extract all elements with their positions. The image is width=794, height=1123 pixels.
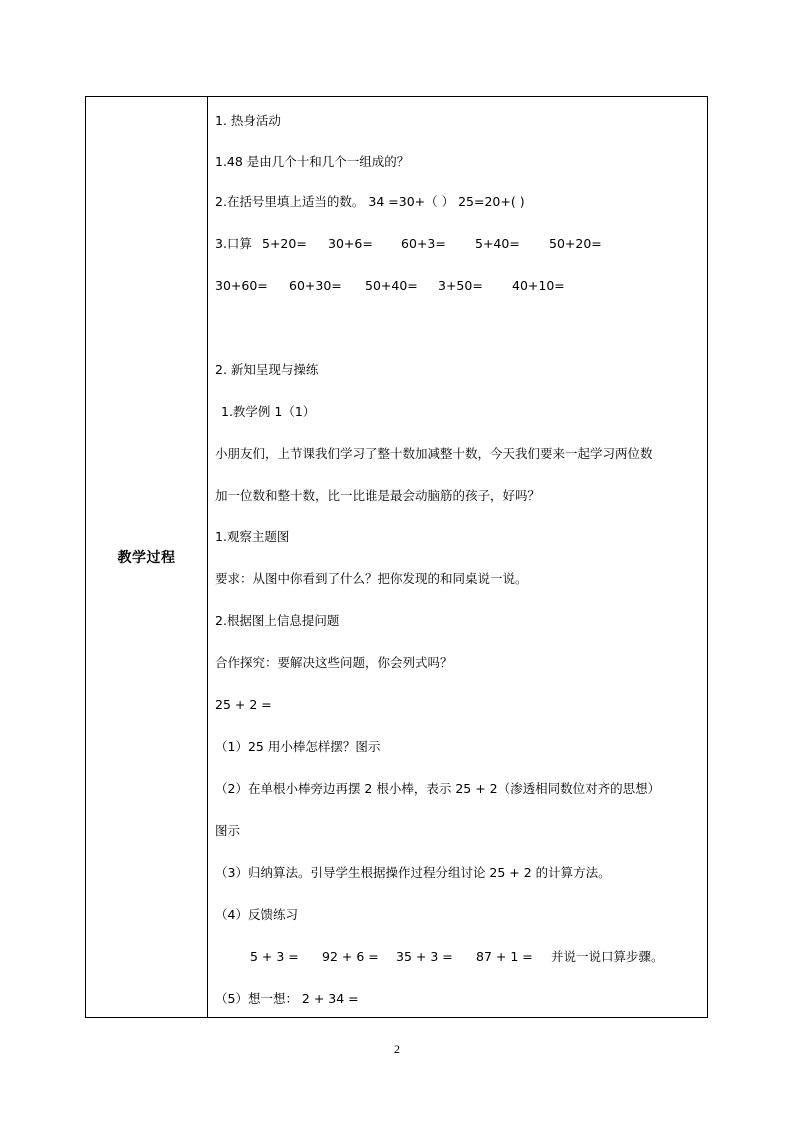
practice-item: 5 + 3 = [250,949,299,964]
mental-math-item: 5+40= [475,236,520,251]
ask-questions-step: 2.根据图上信息提问题 [215,613,340,628]
lesson-table [85,96,708,1018]
expression: 25 + 2 = [215,697,272,712]
page-number: 2 [394,1042,400,1056]
practice-item: 87 + 1 = [476,949,533,964]
intro-line-2: 加一位数和整十数，比一比谁是最会动脑筋的孩子，好吗？ [215,488,541,503]
question-1: 1.48 是由几个十和几个一组成的？ [215,154,410,169]
warmup-heading: 1. 热身活动 [215,113,281,128]
new-knowledge-heading: 2. 新知呈现与操练 [215,362,319,377]
mental-math-item: 3+50= [438,278,483,293]
question-2: 2.在括号里填上适当的数。 34 =30+（ ） 25=20+( ) [215,194,525,209]
mental-math-item: 60+30= [289,278,342,293]
observe-step: 1.观察主题图 [215,529,290,544]
step-4: （4）反馈练习 [215,907,298,922]
requirement: 要求：从图中你看到了什么？把你发现的和同桌说一说。 [215,571,528,586]
practice-item: 35 + 3 = [396,949,453,964]
step-1: （1）25 用小棒怎样摆？图示 [215,739,381,754]
row-label: 教学过程 [117,550,176,566]
step-3: （3）归纳算法。引导学生根据操作过程分组讨论 25 + 2 的计算方法。 [215,865,611,880]
lesson-content [86,97,707,1017]
mental-math-item: 40+10= [512,278,565,293]
example-heading: 1.教学例 1（1） [221,404,316,419]
mental-math-item: 60+3= [401,236,446,251]
step-2: （2）在单根小棒旁边再摆 2 根小棒，表示 25 + 2（渗透相同数位对齐的思想） [215,781,661,796]
mental-math-item: 30+6= [328,236,373,251]
mental-math-item: 50+20= [549,236,602,251]
mental-math-label: 3.口算 [215,236,252,251]
mental-math-item: 50+40= [365,278,418,293]
mental-math-item: 5+20= [262,236,307,251]
mental-math-item: 30+60= [215,278,268,293]
practice-note: 并说一说口算步骤。 [551,949,664,964]
cooperative-inquiry: 合作探究：要解决这些问题，你会列式吗？ [215,655,453,670]
step-5: （5）想一想： 2 + 34 = [215,991,359,1006]
step-2-continued: 图示 [215,823,241,838]
practice-item: 92 + 6 = [322,949,379,964]
intro-line-1: 小朋友们，上节课我们学习了整十数加减整十数，今天我们要来一起学习两位数 [215,446,653,461]
